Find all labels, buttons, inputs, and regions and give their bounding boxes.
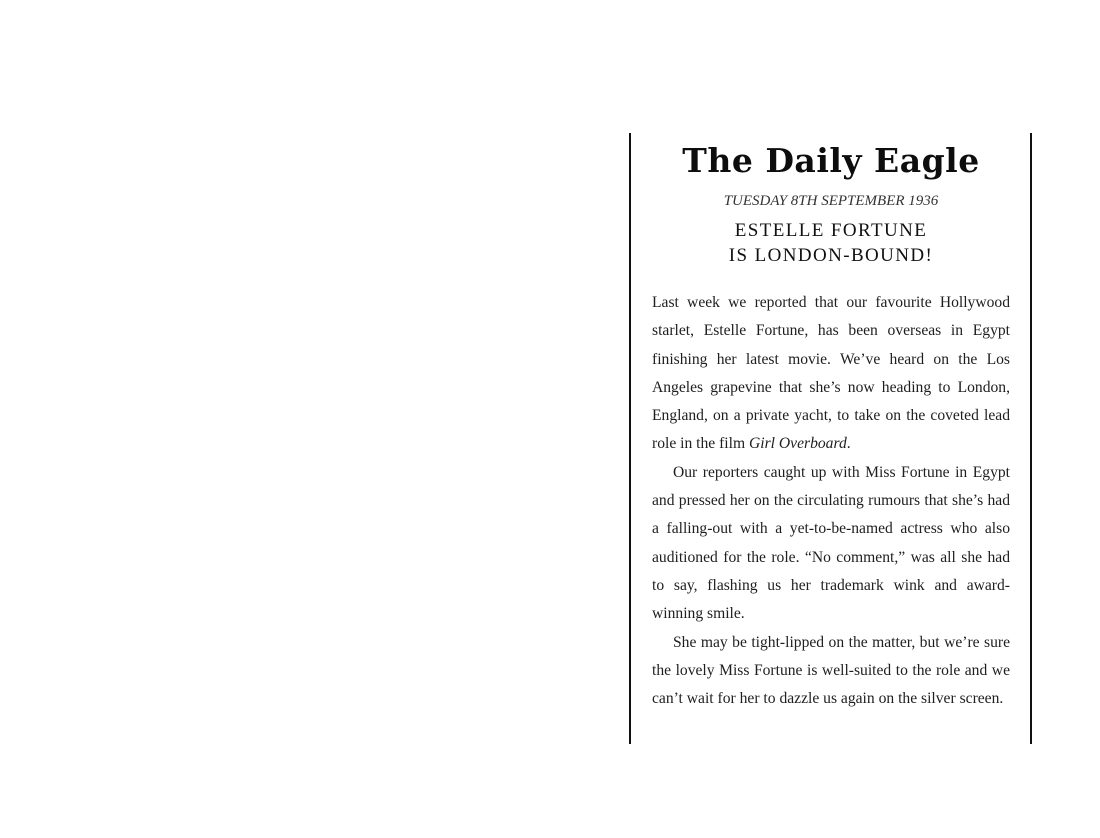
right-column-rule <box>1030 133 1032 744</box>
paragraph-1-text: Last week we reported that our favourite Hollywood starlet, Estelle Fortune, has been overseas in Egypt finishing her latest movie. We’ve heard on the Los Angeles grapevine that she’s now heading to London, England, on a private yacht, to take on the coveted lead role in the film <box>652 294 1010 453</box>
headline-line-2: IS LONDON-BOUND! <box>728 245 934 266</box>
newspaper-masthead: The Daily Eagle <box>682 141 980 180</box>
article-body <box>652 289 1010 713</box>
film-title: Girl Overboard <box>749 435 847 453</box>
headline-line-1: ESTELLE FORTUNE <box>734 220 928 241</box>
article-headline <box>652 218 1010 268</box>
article-paragraph-1 <box>652 289 1010 459</box>
newspaper-dateline: TUESDAY 8TH SEPTEMBER 1936 <box>723 193 939 209</box>
left-column-rule <box>629 133 631 744</box>
article-paragraph-3: She may be tight-lipped on the matter, but we’re sure the lovely Miss Fortune is well-suited to the role and we can’t wait for her to dazzle us again on the silver screen. <box>652 633 1010 708</box>
newspaper-clipping <box>652 138 1010 713</box>
paragraph-1-end: . <box>846 435 851 453</box>
article-paragraph-2: Our reporters caught up with Miss Fortune in Egypt and pressed her on the circulating rumours that she’s had a falling-out with a yet-to-be-named actress who also auditioned for the role. “No comment,” was all she had to say, flashing us her trademark wink and award-winning smile. <box>652 463 1010 623</box>
